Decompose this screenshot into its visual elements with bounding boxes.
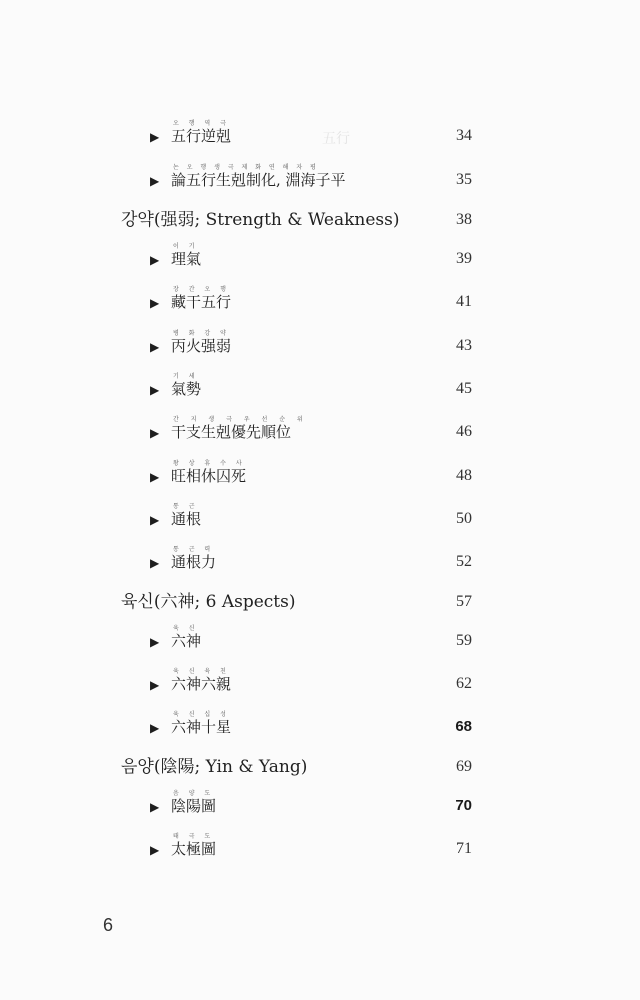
- entry-reading: 통 근: [173, 503, 199, 510]
- entry-label: [171, 668, 231, 693]
- entry-title: 通根: [171, 510, 202, 528]
- entry-title: 五行逆剋: [171, 127, 232, 145]
- entry-reading: 음 양 도: [173, 790, 215, 797]
- entry-label: [171, 790, 216, 815]
- chapter-page-number: 38: [456, 211, 472, 228]
- entry-title: 丙火强弱: [171, 337, 232, 355]
- entry-title: 理氣: [171, 250, 202, 268]
- chapter-title: 강약(强弱; Strength & Weakness): [121, 210, 400, 230]
- entry-label: [171, 711, 231, 736]
- bullet-icon: ▶: [150, 340, 160, 354]
- entry-reading: 병 화 강 약: [173, 330, 230, 337]
- entry-title: 論五行生剋制化, 淵海子平: [171, 171, 346, 189]
- bullet-icon: ▶: [150, 800, 160, 814]
- entry-title: 陰陽圖: [171, 797, 217, 815]
- entry-page-number: 34: [456, 127, 472, 144]
- entry-label: [171, 373, 201, 398]
- bullet-icon: ▶: [150, 253, 160, 267]
- entry-reading: 간 지 생 극 우 선 순 위: [173, 416, 308, 423]
- entry-label: [171, 460, 246, 485]
- entry-reading: 오 행 역 극: [173, 120, 230, 127]
- entry-reading: 왕 상 휴 수 사: [173, 460, 246, 467]
- bullet-icon: ▶: [150, 678, 160, 692]
- entry-title: 藏干五行: [171, 293, 232, 311]
- entry-title: 旺相休囚死: [171, 467, 247, 485]
- entry-label: [171, 833, 216, 858]
- bullet-icon: ▶: [150, 174, 160, 188]
- entry-label: [171, 546, 216, 571]
- entry-reading: 논 오 행 생 극 제 화 연 해 자 평: [173, 164, 319, 171]
- bullet-icon: ▶: [150, 721, 160, 735]
- page-folio: 6: [103, 915, 114, 935]
- entry-label: [171, 120, 231, 145]
- bullet-icon: ▶: [150, 843, 160, 857]
- entry-page-number: 39: [456, 250, 472, 267]
- bullet-icon: ▶: [150, 426, 160, 440]
- bullet-icon: ▶: [150, 296, 160, 310]
- entry-title: 六神十星: [171, 718, 232, 736]
- chapter-title: 육신(六神; 6 Aspects): [121, 592, 296, 612]
- entry-reading: 장 간 오 행: [173, 286, 230, 293]
- show-through-text: 五行: [322, 131, 350, 147]
- entry-reading: 육 신 육 친: [173, 668, 230, 675]
- entry-page-number: 62: [456, 675, 472, 692]
- entry-reading: 태 극 도: [173, 833, 215, 840]
- entry-page-number: 70: [455, 797, 472, 814]
- bullet-icon: ▶: [150, 130, 160, 144]
- entry-title: 通根力: [171, 553, 217, 571]
- entry-page-number: 41: [456, 293, 472, 310]
- entry-page-number: 52: [456, 553, 472, 570]
- bullet-icon: ▶: [150, 513, 160, 527]
- entry-label: [171, 243, 201, 268]
- entry-reading: 육 신 십 성: [173, 711, 230, 718]
- entry-label: [171, 416, 308, 441]
- entry-page-number: 45: [456, 380, 472, 397]
- entry-title: 干支生剋優先順位: [171, 423, 292, 441]
- chapter-title: 음양(陰陽; Yin & Yang): [121, 757, 308, 777]
- entry-page-number: 59: [456, 632, 472, 649]
- entry-label: [171, 503, 201, 528]
- chapter-page-number: 57: [456, 593, 472, 610]
- bullet-icon: ▶: [150, 470, 160, 484]
- entry-title: 六神: [171, 632, 202, 650]
- entry-label: [171, 330, 231, 355]
- entry-reading: 육 신: [173, 625, 199, 632]
- entry-page-number: 48: [456, 467, 472, 484]
- entry-page-number: 43: [456, 337, 472, 354]
- entry-label: [171, 286, 231, 311]
- entry-label: [171, 625, 201, 650]
- entry-page-number: 68: [455, 718, 472, 735]
- entry-page-number: 71: [456, 840, 472, 857]
- entry-page-number: 50: [456, 510, 472, 527]
- chapter-page-number: 69: [456, 758, 472, 775]
- entry-reading: 통 근 력: [173, 546, 215, 553]
- entry-title: 六神六親: [171, 675, 232, 693]
- bullet-icon: ▶: [150, 635, 160, 649]
- entry-reading: 이 기: [173, 243, 199, 250]
- entry-title: 氣勢: [171, 380, 202, 398]
- entry-reading: 기 세: [173, 373, 199, 380]
- entry-page-number: 46: [456, 423, 472, 440]
- entry-label: [171, 164, 346, 189]
- entry-page-number: 35: [456, 171, 472, 188]
- bullet-icon: ▶: [150, 556, 160, 570]
- entry-title: 太極圖: [171, 840, 217, 858]
- bullet-icon: ▶: [150, 383, 160, 397]
